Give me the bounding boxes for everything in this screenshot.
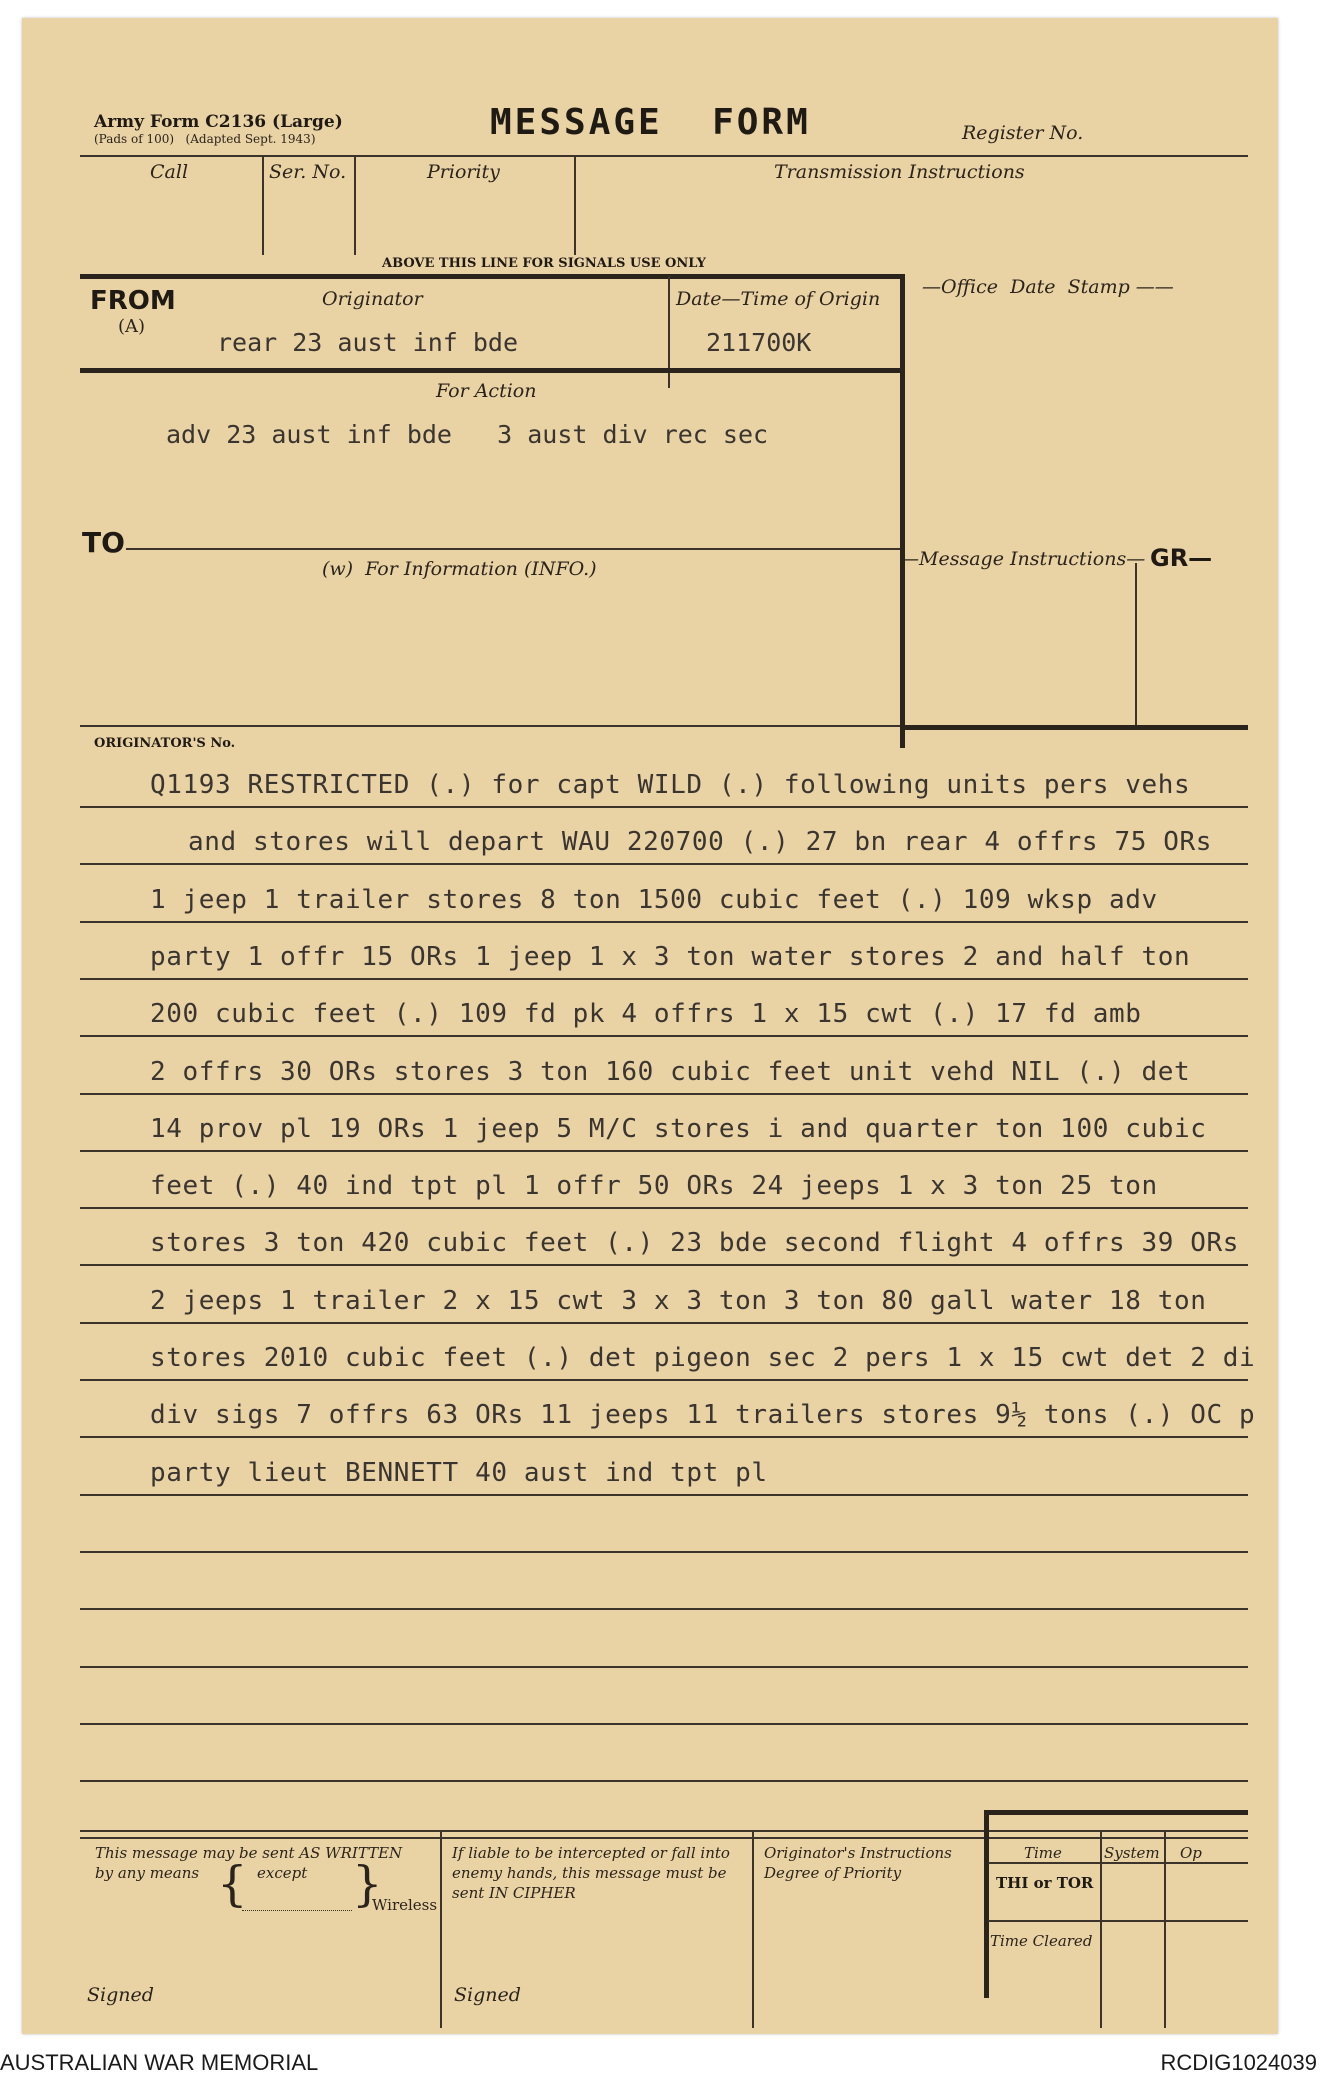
to-rule (126, 548, 900, 550)
box-top (80, 274, 902, 279)
header-rule (80, 155, 1248, 157)
message-rule (80, 1723, 1248, 1725)
op-label: Op (1180, 1844, 1202, 1862)
form-subtitle: (Pads of 100) (Adapted Sept. 1943) (94, 132, 316, 146)
priority-label: Priority (427, 161, 500, 183)
message-rule (80, 921, 1248, 923)
box-right (900, 274, 905, 748)
message-rule (80, 1666, 1248, 1668)
message-rule (80, 1837, 1248, 1839)
message-line: stores 2010 cubic feet (.) det pigeon sec 2 pers 1 x 15 cwt det 2 di (150, 1343, 1256, 1373)
brace-right: } (352, 1856, 383, 1912)
footer-source: AUSTRALIAN WAR MEMORIAL (0, 2050, 319, 2075)
box-bottom (80, 725, 900, 727)
from-bottom-rule (80, 368, 902, 373)
message-rule (80, 1207, 1248, 1209)
signed-label-1: Signed (87, 1984, 154, 2006)
message-rule (80, 1150, 1248, 1152)
office-date-stamp-label: —Office Date Stamp —— (922, 276, 1174, 298)
message-rule (80, 978, 1248, 980)
brace-left: { (217, 1856, 248, 1912)
message-rule (80, 1780, 1248, 1782)
except-label: except (257, 1864, 308, 1882)
message-line: 200 cubic feet (.) 109 fd pk 4 offrs 1 x 15 cwt (.) 17 fd amb (150, 999, 1142, 1029)
message-rule (80, 1264, 1248, 1266)
divider (574, 157, 576, 255)
message-rule (80, 806, 1248, 808)
message-line: 1 jeep 1 trailer stores 8 ton 1500 cubic feet (.) 109 wksp adv (150, 885, 1158, 915)
form-title: MESSAGE FORM (490, 102, 811, 143)
divider (752, 1832, 754, 2028)
message-form-paper (22, 18, 1278, 2034)
message-line: 2 jeeps 1 trailer 2 x 15 cwt 3 x 3 ton 3 ton 80 gall water 18 ton (150, 1286, 1207, 1316)
for-action-value: adv 23 aust inf bde 3 aust div rec sec (166, 420, 769, 449)
from-label: FROM (90, 286, 176, 316)
time-cleared-label: Time Cleared (990, 1932, 1093, 1950)
originators-no-label: ORIGINATOR'S No. (94, 736, 236, 751)
originator-value: rear 23 aust inf bde (217, 328, 519, 357)
date-time-origin-label: Date—Time of Origin (676, 288, 881, 310)
divider (354, 157, 356, 255)
message-line: feet (.) 40 ind tpt pl 1 offr 50 ORs 24 jeeps 1 x 3 ton 25 ton (150, 1171, 1158, 1201)
message-line: div sigs 7 offrs 63 ORs 11 jeeps 11 trailers stores 9½ tons (.) OC p (150, 1400, 1256, 1430)
cipher-note-3: sent IN CIPHER (452, 1884, 576, 1902)
divider (440, 1832, 442, 2028)
as-written-note-1: This message may be sent AS WRITTEN (95, 1844, 403, 1862)
wireless-label: Wireless (372, 1896, 438, 1914)
call-label: Call (150, 161, 189, 183)
message-rule (80, 1322, 1248, 1324)
message-line: and stores will depart WAU 220700 (.) 27 bn rear 4 offrs 75 ORs (188, 827, 1212, 857)
as-written-note-2: by any means (95, 1864, 200, 1882)
transmission-label: Transmission Instructions (774, 161, 1025, 183)
cipher-note-1: If liable to be intercepted or fall into (452, 1844, 730, 1862)
message-line: party lieut BENNETT 40 aust ind tpt pl (150, 1458, 768, 1488)
register-no-label: Register No. (962, 122, 1084, 144)
message-rule (80, 1494, 1248, 1496)
message-instructions-label: —Message Instructions— (900, 548, 1146, 570)
message-rule (80, 1608, 1248, 1610)
message-rule (80, 1093, 1248, 1095)
divider (262, 157, 264, 255)
to-label: TO (82, 526, 125, 559)
for-action-label: For Action (436, 380, 537, 402)
time-label: Time (1024, 1844, 1062, 1862)
signals-use-note: ABOVE THIS LINE FOR SIGNALS USE ONLY (382, 256, 706, 271)
message-rule (80, 1551, 1248, 1553)
message-line: 2 offrs 30 ORs stores 3 ton 160 cubic feet unit vehd NIL (.) det (150, 1057, 1191, 1087)
gr-divider (1135, 563, 1137, 725)
originator-label: Originator (322, 288, 423, 310)
message-rule (80, 1035, 1248, 1037)
bottom-rule (80, 1830, 1248, 1832)
degree-of-priority-label: Degree of Priority (764, 1864, 902, 1882)
message-rule (80, 1379, 1248, 1381)
message-line: party 1 offr 15 ORs 1 jeep 1 x 3 ton water stores 2 and half ton (150, 942, 1191, 972)
time-header-rule (988, 1862, 1248, 1864)
date-time-origin-value: 211700K (706, 328, 812, 357)
footer-id: RCDIG1024039 (1160, 2050, 1317, 2075)
message-rule (80, 863, 1248, 865)
signed-label-2: Signed (454, 1984, 521, 2006)
gr-label: GR— (1150, 544, 1213, 572)
message-line: 14 prov pl 19 ORs 1 jeep 5 M/C stores i and quarter ton 100 cubic (150, 1114, 1207, 1144)
box-right-bottom (900, 725, 1248, 730)
originators-instructions-label: Originator's Instructions (764, 1844, 952, 1862)
time-box-top (984, 1810, 1248, 1815)
ser-no-label: Ser. No. (269, 161, 347, 183)
system-label: System (1104, 1844, 1160, 1862)
except-dotted-line (242, 1910, 352, 1911)
time-mid-rule (988, 1920, 1248, 1922)
time-box-left (984, 1810, 989, 1998)
cipher-note-2: enemy hands, this message must be (452, 1864, 727, 1882)
form-name: Army Form C2136 (Large) (94, 112, 343, 132)
from-a-label: (A) (118, 316, 146, 337)
for-information-label: (w) For Information (INFO.) (322, 558, 597, 580)
message-rule (80, 1436, 1248, 1438)
message-line: stores 3 ton 420 cubic feet (.) 23 bde second flight 4 offrs 39 ORs (150, 1228, 1239, 1258)
message-line: Q1193 RESTRICTED (.) for capt WILD (.) following units pers vehs (150, 770, 1191, 800)
thi-tor-label: THI or TOR (996, 1874, 1094, 1892)
